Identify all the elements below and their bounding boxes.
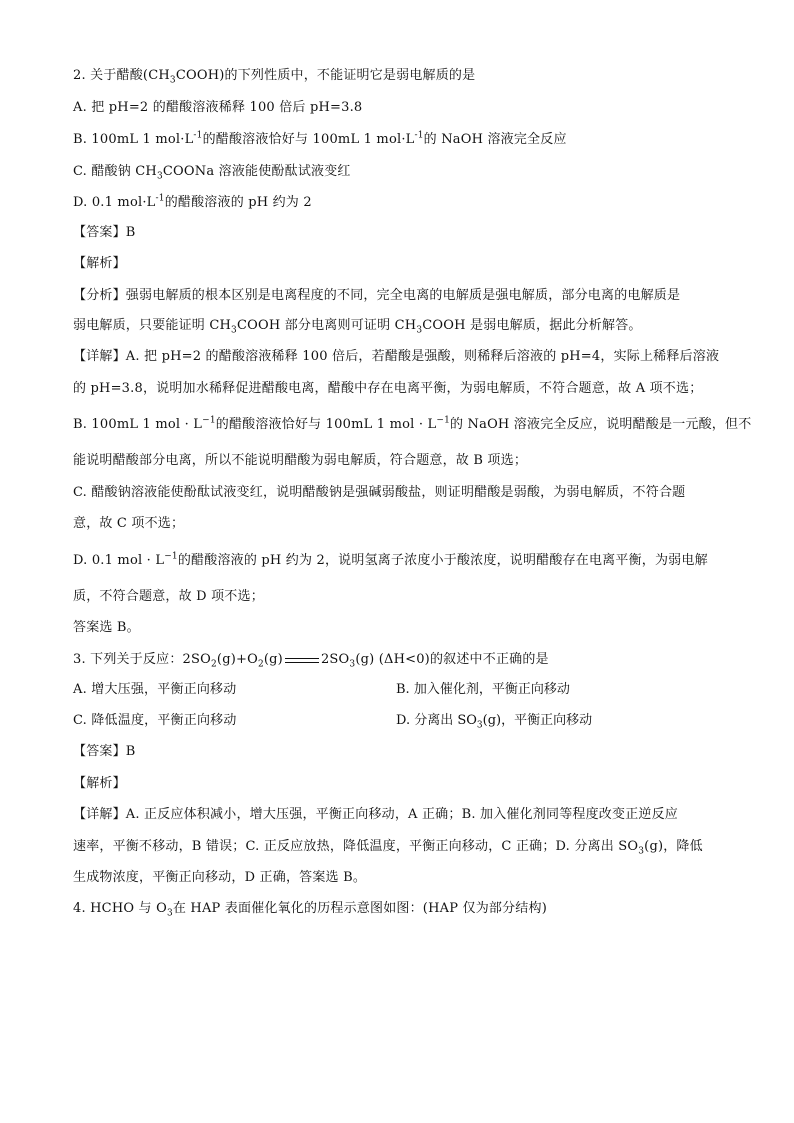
q2-detail-line-4: 能说明醋酸部分电离，所以不能说明醋酸为弱电解质，符合题意，故 B 项选； [73,453,528,468]
q3-detail-line-1: 【详解】A. 正反应体积减小，增大压强，平衡正向移动，A 正确；B. 加入催化剂同等程度改变正逆反应 [73,807,678,822]
q2-detail-line-8: 质，不符合题意，故 D 项不选； [73,589,264,604]
q3-option-a: A. 增大压强，平衡正向移动 [73,682,237,697]
equilibrium-arrow-icon [285,655,319,665]
q2-detail-line-6: 意，故 C 项不选； [73,516,185,531]
q2-fenxi-line-2: 弱电解质，只要能证明 $CH_3COOH$ 部分电离则可证明 $CH_3COOH$ 是弱电解质，据此分析解答。 [73,318,642,336]
q2-detail-line-3: B. 100mL 1 mol · $L^{-1}$的醋酸溶液恰好与 100mL 1 mol · $L^{-1}$的 NaOH 溶液完全反应，说明醋酸是一元酸，但不 [73,415,752,432]
q3-detail-line-2: 速率，平衡不移动，B 错误；C. 正反应放热，降低温度，平衡正向移动，C 正确；D. 分离出 $SO_3(g)$，降低 [73,839,703,857]
q3-analysis-heading: 【解析】 [73,776,126,791]
q3-option-c: C. 降低温度，平衡正向移动 [73,713,237,728]
q2-option-c: C. 醋酸钠 $CH_3COONa$ 溶液能使酚酞试液变红 [73,164,351,182]
q3-stem: 3. 下列关于反应：$2SO_2(g)+O_2(g)$ $2SO_3(g)$ (ΔH<0)的叙述中不正确的是 [73,652,549,670]
q2-stem: 2. 关于醋酸$(CH_3COOH)$的下列性质中，不能证明它是弱电解质的是 [73,68,476,86]
q2-option-b: B. 100mL 1 $mol\cdot L^{-1}$的醋酸溶液恰好与 100mL 1 $mol\cdot L^{-1}$的 NaOH 溶液完全反应 [73,130,567,147]
q3-detail-line-3: 生成物浓度，平衡正向移动，D 正确，答案选 B。 [73,870,367,885]
q2-analysis-heading: 【解析】 [73,256,126,271]
q4-stem: 4. HCHO 与 $O_3$在 HAP 表面催化氧化的历程示意图如图：(HAP 仅为部分结构) [73,901,547,919]
q2-detail-line-1: 【详解】A. 把 pH=2 的醋酸溶液稀释 100 倍后，若醋酸是强酸，则稀释后溶液的 pH=4，实际上稀释后溶液 [73,349,720,364]
q2-fenxi-line-1: 【分析】强弱电解质的根本区别是电离程度的不同，完全电离的电解质是强电解质，部分电离的电解质是 [73,288,681,303]
q2-detail-line-2: 的 pH=3.8，说明加水稀释促进醋酸电离，醋酸中存在电离平衡，为弱电解质，不符合题意，故 A 项不选； [73,381,703,396]
q3-answer: 【答案】B [73,744,136,759]
q2-option-a: A. 把 pH=2 的醋酸溶液稀释 100 倍后 pH=3.8 [73,100,363,115]
q2-detail-line-5: C. 醋酸钠溶液能使酚酞试液变红，说明醋酸钠是强碱弱酸盐，则证明醋酸是弱酸，为弱电解质，不符合题 [73,485,686,500]
q2-option-d: D. 0.1 $mol\cdot L^{-1}$的醋酸溶液的 pH 约为 2 [73,193,312,210]
q3-option-b: B. 加入催化剂，平衡正向移动 [396,682,570,697]
q2-conclusion: 答案选 B。 [73,620,140,635]
q2-answer: 【答案】B [73,225,136,240]
q3-option-d: D. 分离出 $SO_3(g)$，平衡正向移动 [396,713,593,731]
q2-detail-line-7: D. 0.1 mol · $L^{-1}$的醋酸溶液的 pH 约为 2，说明氢离子浓度小于酸浓度，说明醋酸存在电离平衡，为弱电解 [73,551,708,568]
